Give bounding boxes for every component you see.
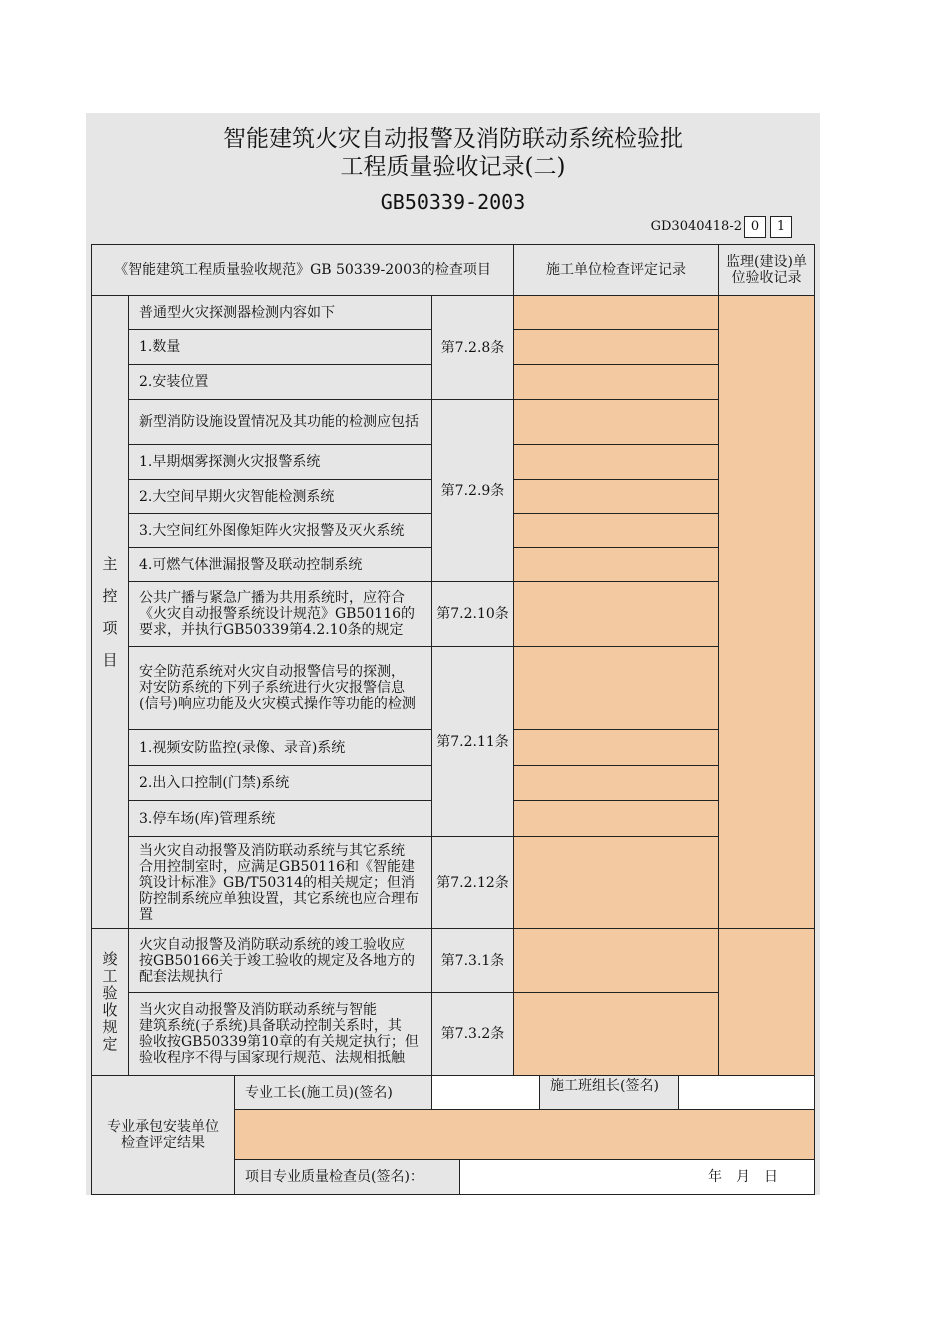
construction-record-input[interactable] — [513, 444, 719, 480]
item-row: 2.出入口控制(门禁)系统 — [128, 765, 432, 801]
inspector-label: 项目专业质量检查员(签名)： — [234, 1159, 460, 1195]
construction-record-input[interactable] — [513, 547, 719, 582]
standard-code: GB50339-2003 — [380, 190, 526, 214]
team-leader-signature-input[interactable] — [678, 1075, 815, 1110]
construction-record-input[interactable] — [513, 992, 719, 1076]
form-code: GD3040418-2 — [650, 219, 742, 234]
supervision-record-completion-input[interactable] — [718, 928, 815, 1076]
construction-record-input[interactable] — [513, 765, 719, 801]
foreman-signature-input[interactable] — [431, 1075, 540, 1110]
item-row: 火灾自动报警及消防联动系统的竣工验收应 按GB50166关于竣工验收的规定及各地方的 配套法规执行 — [128, 928, 432, 993]
construction-record-input[interactable] — [513, 928, 719, 993]
completion-char: 工 — [102, 967, 118, 985]
construction-record-input[interactable] — [513, 836, 719, 929]
form-title-line2: 工程质量验收记录(二) — [340, 154, 566, 180]
item-row: 2.大空间早期火灾智能检测系统 — [128, 479, 432, 514]
item-row: 3.大空间红外图像矩阵火灾报警及灭火系统 — [128, 513, 432, 548]
inspector-signature-input[interactable] — [459, 1159, 815, 1195]
construction-record-input[interactable] — [513, 800, 719, 837]
item-row: 1.数量 — [128, 329, 432, 365]
construction-record-input[interactable] — [513, 646, 719, 730]
header-construction-record: 施工单位检查评定记录 — [513, 244, 719, 296]
form-code-digit-2[interactable]: 1 — [770, 216, 792, 238]
construction-record-input[interactable] — [513, 581, 719, 647]
clause-cell: 第7.2.11条 — [431, 646, 514, 837]
construction-record-input[interactable] — [513, 399, 719, 445]
header-supervision-record: 监理(建设)单位验收记录 — [718, 244, 815, 296]
construction-record-input[interactable] — [513, 479, 719, 514]
foreman-label: 专业工长(施工员)(签名) — [234, 1075, 432, 1110]
clause-cell: 第7.2.12条 — [431, 836, 514, 929]
supervision-record-main-input[interactable] — [718, 295, 815, 929]
item-row: 4.可燃气体泄漏报警及联动控制系统 — [128, 547, 432, 582]
header-check-items: 《智能建筑工程质量验收规范》GB 50339-2003的检查项目 — [91, 244, 514, 296]
completion-char: 规 — [102, 1018, 118, 1036]
clause-cell: 第7.3.2条 — [431, 992, 514, 1076]
clause-cell: 第7.3.1条 — [431, 928, 514, 993]
clause-cell: 第7.2.10条 — [431, 581, 514, 647]
item-row: 1.早期烟雾探测火灾报警系统 — [128, 444, 432, 480]
item-row: 普通型火灾探测器检测内容如下 — [128, 295, 432, 330]
item-row: 新型消防设施设置情况及其功能的检测应包括 — [128, 399, 432, 445]
completion-char: 定 — [102, 1035, 118, 1053]
construction-record-input[interactable] — [513, 329, 719, 365]
item-row: 公共广播与紧急广播为共用系统时，应符合 《火灾自动报警系统设计规范》GB50116的 要求，并执行GB50339第4.2.10条的规定 — [128, 581, 432, 647]
date-label: 年 月 日 — [708, 1169, 778, 1185]
item-row: 2.安装位置 — [128, 364, 432, 400]
form-title-line1: 智能建筑火灾自动报警及消防联动系统检验批 — [223, 126, 683, 152]
main-control-char: 控 — [102, 587, 118, 605]
unit-result-label: 专业承包安装单位检查评定结果 — [91, 1075, 235, 1195]
item-row: 安全防范系统对火灾自动报警信号的探测， 对安防系统的下列子系统进行火灾报警信息 (信号)响应功能及火灾模式操作等功能的检测 — [128, 646, 432, 730]
item-row: 当火灾自动报警及消防联动系统与其它系统 合用控制室时，应满足GB50116和《智能建 筑设计标准》GB/T50314的相关规定；但消 防控制系统应单独设置，其它系统也应合理布置 — [128, 836, 432, 929]
unit-result-input[interactable] — [234, 1109, 815, 1160]
completion-char: 收 — [102, 1001, 118, 1019]
main-control-char: 主 — [102, 555, 118, 573]
main-control-label — [91, 295, 129, 929]
form-code-digit-1[interactable]: 0 — [744, 216, 766, 238]
construction-record-input[interactable] — [513, 364, 719, 400]
construction-record-input[interactable] — [513, 295, 719, 330]
clause-cell: 第7.2.8条 — [431, 295, 514, 400]
item-row: 3.停车场(库)管理系统 — [128, 800, 432, 837]
clause-cell: 第7.2.9条 — [431, 399, 514, 582]
main-control-char: 目 — [102, 651, 118, 669]
item-row: 当火灾自动报警及消防联动系统与智能 建筑系统(子系统)具备联动控制关系时，其 验收按GB50339第10章的有关规定执行；但 验收程序不得与国家现行规范、法规相抵触 — [128, 992, 432, 1076]
construction-record-input[interactable] — [513, 729, 719, 766]
main-control-char: 项 — [102, 619, 118, 637]
completion-label — [91, 928, 129, 1076]
completion-char: 验 — [102, 984, 118, 1002]
item-row: 1.视频安防监控(录像、录音)系统 — [128, 729, 432, 766]
construction-record-input[interactable] — [513, 513, 719, 548]
completion-char: 竣 — [102, 950, 118, 968]
team-leader-label: 施工班组长(签名) — [539, 1075, 679, 1110]
